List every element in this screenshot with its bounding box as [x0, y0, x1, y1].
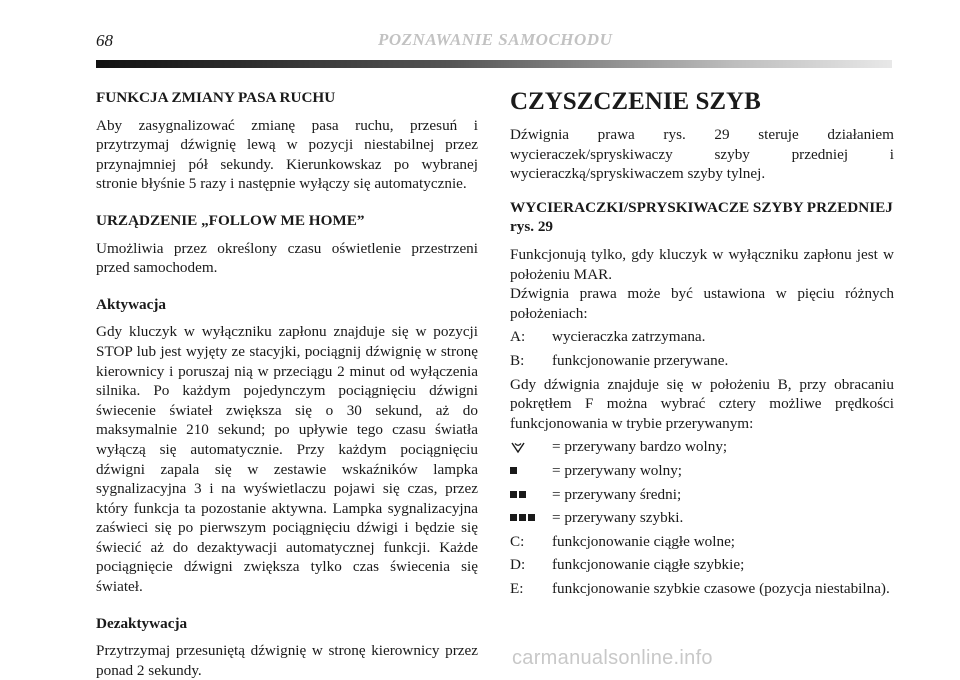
position-d-key: D: — [510, 556, 526, 574]
speed-slow-text: = przerywany wolny; — [552, 461, 683, 479]
follow-me-heading: URZĄDZENIE „FOLLOW ME HOME” — [96, 211, 365, 229]
position-a-key: A: — [510, 328, 526, 346]
position-b-key: B: — [510, 351, 525, 369]
follow-me-paragraph: Umożliwia przez określony czasu oświetlenie przestrzeni przed samochodem. — [96, 239, 478, 277]
deactivation-paragraph: Przytrzymaj przesuniętą dźwignię w stronę kierownicy przez ponad 2 sekundy. — [96, 642, 478, 679]
speed-fast-row — [510, 508, 894, 528]
position-a-row — [510, 327, 894, 347]
watermark-link[interactable]: carmanualsonline.info — [512, 647, 713, 669]
speed-fast-text: = przerywany szybki. — [552, 509, 684, 527]
interval-square-icon — [510, 485, 552, 505]
deactivation-heading: Dezaktywacja — [96, 614, 188, 632]
position-e-row — [510, 579, 894, 599]
position-a-text: wycieraczka zatrzymana. — [552, 328, 706, 346]
activation-paragraph: Gdy kluczyk w wyłączniku zapłonu znajduje się w pozycji STOP lub jest wyjęty ze stacyjki, pociągnij dźwignię w stronę kierownicy i poruszaj nią w przeciągu 2 minut od wyłączenia silnika. Po każdym pojedynczym pociągnięciu dźwigni świecenie świateł zwiększa się o 30 sekund, aż do maksymalnie 210 sekund; po upływie tego czasu światła wyłączą się automatycznie. Przy każdym pociągnięciu dźwigni zapala się w zestawie wskaźników lampka sygnalizacyjna 3 i na wyświetlaczu pojawi się czas, przez który funkcja ta pozostanie aktywna. Lampka sygnalizacyjna zaświeci się po pierwszym pociągnięciu dźwigi i będzie się świecić aż do dezaktywacji automatycznej funkcji. Każde pociągnięcie dźwigni zwiększa tylko czas świecenia się świateł. — [96, 323, 478, 596]
lane-change-heading: FUNKCJA ZMIANY PASA RUCHU — [96, 89, 336, 106]
speed-slow-row — [510, 461, 894, 481]
running-head: POZNAWANIE SAMOCHODU — [378, 30, 613, 49]
position-c-text: funkcjonowanie ciągłe wolne; — [552, 532, 736, 550]
window-cleaning-intro: Dźwignia prawa rys. 29 steruje działaniem wycieraczek/spryskiwaczy szyby przedniej i wycieraczką/spryskiwaczem szyby tylnej. — [510, 126, 894, 183]
left-column — [96, 88, 478, 680]
front-wipers-heading: WYCIERACZKI/SPRYSKIWACZE SZYBY PRZEDNIEJ rys. 29 — [510, 198, 893, 236]
front-wipers-paragraph-2: Dźwignia prawa może być ustawiona w pięciu różnych położeniach: — [510, 285, 894, 322]
interval-square-icon — [510, 461, 552, 481]
speed-medium-text: = przerywany średni; — [552, 485, 682, 503]
activation-heading: Aktywacja — [96, 295, 167, 313]
position-d-row — [510, 555, 894, 575]
right-column — [510, 88, 894, 602]
page-number: 68 — [96, 31, 113, 50]
lane-change-paragraph: Aby zasygnalizować zmianę pasa ruchu, przesuń i przytrzymaj dźwignię lewą w pozycji niestabilnej przez przynajmniej pół sekundy. Kierunkowskaz po wybranej stronie błyśnie 5 razy i następnie wyłączy się automatycznie. — [96, 116, 478, 193]
window-cleaning-heading: CZYSZCZENIE SZYB — [510, 88, 761, 115]
interval-square-icon — [510, 508, 552, 528]
interval-very-slow-icon — [510, 437, 552, 457]
position-b-text: funkcjonowanie przerywane. — [552, 351, 729, 369]
position-d-text: funkcjonowanie ciągłe szybkie; — [552, 556, 745, 574]
position-c-key: C: — [510, 532, 525, 550]
header-rule — [96, 60, 892, 68]
position-c-row — [510, 532, 894, 552]
speed-very-slow-text: = przerywany bardzo wolny; — [552, 438, 728, 456]
position-e-key: E: — [510, 579, 524, 597]
speed-very-slow-row — [510, 437, 894, 457]
position-e-text: funkcjonowanie szybkie czasowe (pozycja niestabilna). — [552, 579, 890, 597]
front-wipers-paragraph-1: Funkcjonują tylko, gdy kluczyk w wyłączniku zapłonu jest w położeniu MAR. — [510, 245, 894, 283]
speed-medium-row — [510, 485, 894, 505]
position-b-row — [510, 351, 894, 371]
interval-paragraph: Gdy dźwignia znajduje się w położeniu B, przy obracaniu pokrętłem F można wybrać cztery możliwe prędkości funkcjonowania w trybie przerywanym: — [510, 375, 894, 432]
